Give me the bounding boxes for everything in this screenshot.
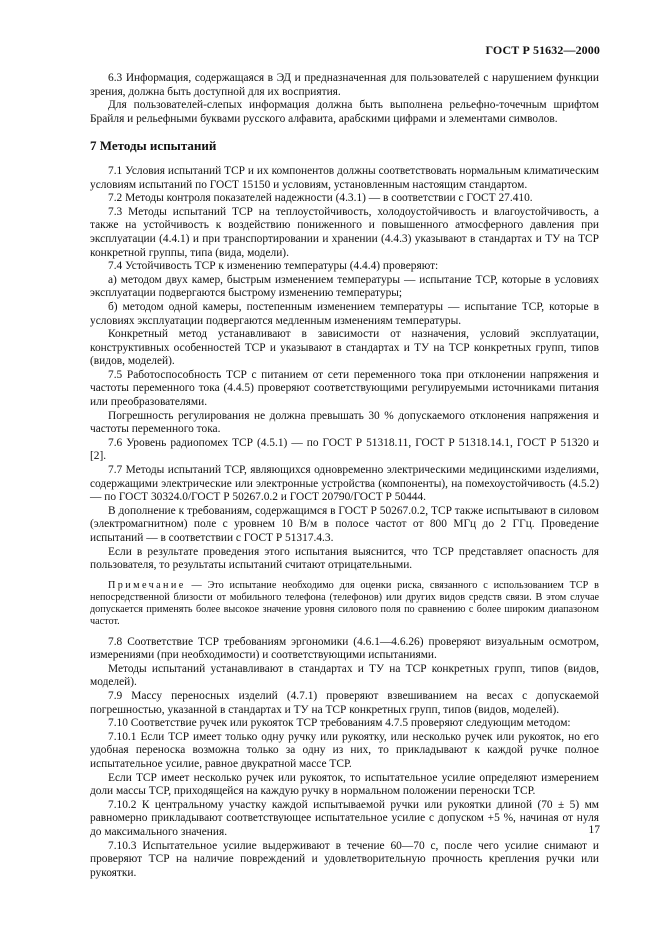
- paragraph-7-8-methods: Методы испытаний устанавливают в стандартах и ТУ на ТСР конкретных групп, типов (видов, моделей).: [90, 662, 599, 689]
- paragraph-7-4-a: а) методом двух камер, быстрым изменением температуры — испытание ТСР, которые в условиях эксплуатации подвергаются быстрому изменению температуры;: [90, 273, 599, 300]
- note-paragraph: [90, 580, 599, 629]
- paragraph-7-8: 7.8 Соответствие ТСР требованиям эргономики (4.6.1—4.6.26) проверяют визуальным осмотром, измерениями (при необходимости) и соответствующими испытаниями.: [90, 635, 599, 662]
- standard-header: ГОСТ Р 51632—2000: [485, 43, 600, 57]
- paragraph-7-4-b: б) методом одной камеры, постепенным изменением температуры — испытание ТСР, которые в условиях эксплуатации подвергаются медленным изменениям температуры.: [90, 300, 599, 327]
- paragraph-7-6: 7.6 Уровень радиопомех ТСР (4.5.1) — по ГОСТ Р 51318.11, ГОСТ Р 51318.14.1, ГОСТ Р 51320 и [2].: [90, 436, 599, 463]
- paragraph-7-9: 7.9 Массу переносных изделий (4.7.1) проверяют взвешиванием на весах с допускаемой погрешностью, указанной в стандартах и ТУ на ТСР конкретных групп, типов (видов, моделей).: [90, 689, 599, 716]
- paragraph-7-4: 7.4 Устойчивость ТСР к изменению температуры (4.4.4) проверяют:: [108, 260, 439, 273]
- paragraph-7-10: 7.10 Соответствие ручек или рукояток ТСР требованиям 4.7.5 проверяют следующим методом:: [108, 717, 571, 730]
- note-label: Примечание: [108, 579, 186, 591]
- paragraph-7-7: 7.7 Методы испытаний ТСР, являющихся одновременно электрическими медицинскими изделиями, содержащими электрические или электронные устройства (компоненты), на помехоустойчивость (4.5.2) — по ГОСТ 30324.0/ГОСТ Р 50267.0.2 и ГОСТ 20790/ГОСТ Р 50444.: [90, 464, 599, 504]
- paragraph-6-3: 6.3 Информация, содержащаяся в ЭД и предназначенная для пользователей с нарушением функции зрения, должна быть доступной для их восприятия.: [90, 72, 599, 98]
- paragraph-braille: Для пользователей-слепых информация должна быть выполнена рельефно-точечным шрифтом Брайля и рельефными буквами русского алфавита, арабскими цифрами и элементами символов.: [90, 99, 599, 125]
- paragraph-7-10-1-multiple: Если ТСР имеет несколько ручек или рукояток, то испытательное усилие определяют измерением доли массы ТСР, приходящейся на каждую ручку в нормальном положении переноски ТСР.: [90, 771, 599, 798]
- paragraph-7-10-2: 7.10.2 К центральному участку каждой испытываемой ручки или рукоятки длиной (70 ± 5) мм равномерно прикладывают соответствующее испытательное усилие с допуском +5 %, начиная от нуля до максимального значения.: [90, 798, 599, 838]
- paragraph-7-2: 7.2 Методы контроля показателей надежности (4.3.1) — в соответствии с ГОСТ 27.410.: [108, 192, 533, 205]
- note-text: — Это испытание необходимо для оценки риска, связанного с использованием ТСР в непосредственной близости от мобильного телефона (телефонов) или других видов средств связи. В этом случае допускается применять более высокое значение уровня силового поля по сравнению с более широким диапазоном частот.: [90, 579, 599, 628]
- page-number: 17: [588, 824, 600, 836]
- paragraph-7-5: 7.5 Работоспособность ТСР с питанием от сети переменного тока при отклонении напряжения и частоты переменного тока (4.4.5) проверяют соответствующими регулируемыми источниками питания или преобразователями.: [90, 368, 599, 409]
- paragraph-7-1: 7.1 Условия испытаний ТСР и их компонентов должны соответствовать нормальным климатическим условиям испытаний по ГОСТ 15150 и условиям, установленным настоящим стандартом.: [90, 164, 599, 191]
- page-content: [90, 72, 599, 880]
- paragraph-7-3: 7.3 Методы испытаний ТСР на теплоустойчивость, холодоустойчивость и влагоустойчивость, а также на устойчивость к воздействию пониженного и повышенного атмосферного давления при эксплуатации (4.4.1) и при транспортировании и хранении (4.4.3) указывают в стандартах и ТУ на ТСР конкретной группы, типа (вида, модели).: [90, 205, 599, 259]
- section-heading-7: 7 Методы испытаний: [90, 138, 217, 154]
- paragraph-7-5-tolerance: Погрешность регулирования не должна превышать 30 % допускаемого отклонения напряжения и частоты переменного тока.: [90, 409, 599, 436]
- paragraph-7-10-1: 7.10.1 Если ТСР имеет только одну ручку или рукоятку, или несколько ручек или рукояток, но его удобная переноска возможна только за одну из них, то прикладывают к каждой ручке полное испытательное усилие, равное двукратной массе ТСР.: [90, 730, 599, 770]
- paragraph-7-7-addition: В дополнение к требованиям, содержащимся в ГОСТ Р 50267.0.2, ТСР также испытывают в силовом (электромагнитном) поле с уровнем 10 В/м в полосе частот от 800 МГц до 2 ГГц. Проведение испытаний — в соответствии с ГОСТ Р 51317.4.3.: [90, 504, 599, 544]
- paragraph-7-7-result: Если в результате проведения этого испытания выяснится, что ТСР представляет опасность для пользователя, то результаты испытаний считают отрицательными.: [90, 545, 599, 572]
- paragraph-7-4-method: Конкретный метод устанавливают в зависимости от назначения, условий эксплуатации, конструктивных особенностей ТСР и указывают в стандартах и ТУ на ТСР конкретных групп, типов (видов, моделей).: [90, 328, 599, 368]
- paragraph-7-10-3: 7.10.3 Испытательное усилие выдерживают в течение 60—70 с, после чего усилие снимают и проверяют ТСР на наличие повреждений и удовлетворительную прочность крепления ручки или рукоятки.: [90, 839, 599, 879]
